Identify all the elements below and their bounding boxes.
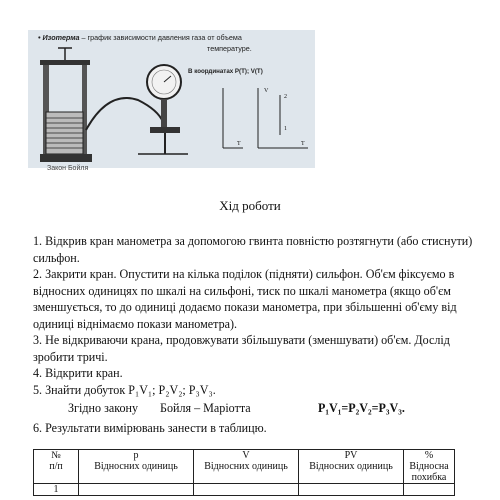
table-header-number: № п/п: [34, 450, 79, 484]
table-header-error: % Відносна похибка: [404, 450, 455, 484]
table-row: [34, 484, 455, 496]
step-6: 6. Результати вимірювань занести в таблицю.: [33, 421, 267, 435]
document-page: [3, 0, 497, 500]
point-2-label: 2: [284, 94, 287, 100]
axis-t-label-2: T: [301, 141, 305, 147]
graph-caption: В координатах P(T); V(T): [188, 68, 263, 75]
step-1: 1. Відкрив кран манометра за допомогою гвинта повністю розтягнути (або стиснути) сильфон.: [33, 234, 473, 265]
figure-panel: [28, 30, 315, 172]
table-cell: 1: [34, 484, 79, 496]
law-lead-text: Згідно закону: [68, 401, 139, 415]
apparatus-illustration: [28, 30, 315, 168]
results-table: [33, 449, 455, 496]
figure-caption-line2: температуре.: [207, 44, 252, 53]
point-1-label: 1: [284, 126, 287, 132]
table-cell: [194, 484, 299, 496]
step-2: 2. Закрити кран. Опустити на кілька поділок (підняти) сильфон. Об'єм фіксуємо в відносних одиницях по шкалі на сильфоні, тиск по шкалі манометра (якщо об'єм зменшується, то до одиниці додаємо покази манометра, при збільшенні об'єму від одиниці віднімаємо покази манометра).: [33, 267, 457, 331]
step-3: 3. Не відкриваючи крана, продовжувати збільшувати (зменшувати) об'єм. Дослід зробити тричі.: [33, 333, 450, 364]
table-header-row: [34, 450, 455, 484]
axis-t-label-1: T: [237, 141, 241, 147]
step-6-block: [33, 420, 473, 437]
figure-bottom-caption: Закон Бойля: [47, 165, 89, 172]
procedure-steps: [33, 233, 473, 398]
axis-v-label: V: [264, 88, 269, 94]
table-cell: [404, 484, 455, 496]
table-cell: [79, 484, 194, 496]
law-formula: P₁V₁=P₂V₂=P₃V₃.: [318, 401, 405, 415]
figure-caption: • Изотерма – график зависимости давления газа от объема: [38, 33, 242, 42]
step-4: 4. Відкрити кран.: [33, 366, 123, 380]
table-cell: [299, 484, 404, 496]
table-header-pv: PV Відносних одиниць: [299, 450, 404, 484]
section-heading: Хід роботи: [219, 198, 281, 213]
table-header-v: V Відносних одиниць: [194, 450, 299, 484]
law-name: Бойля – Маріотта: [160, 401, 251, 415]
step-5: 5. Знайти добуток P₁V₁; P₂V₂; P₃V₃.: [33, 382, 216, 397]
table-header-p: p Відносних одиниць: [79, 450, 194, 484]
